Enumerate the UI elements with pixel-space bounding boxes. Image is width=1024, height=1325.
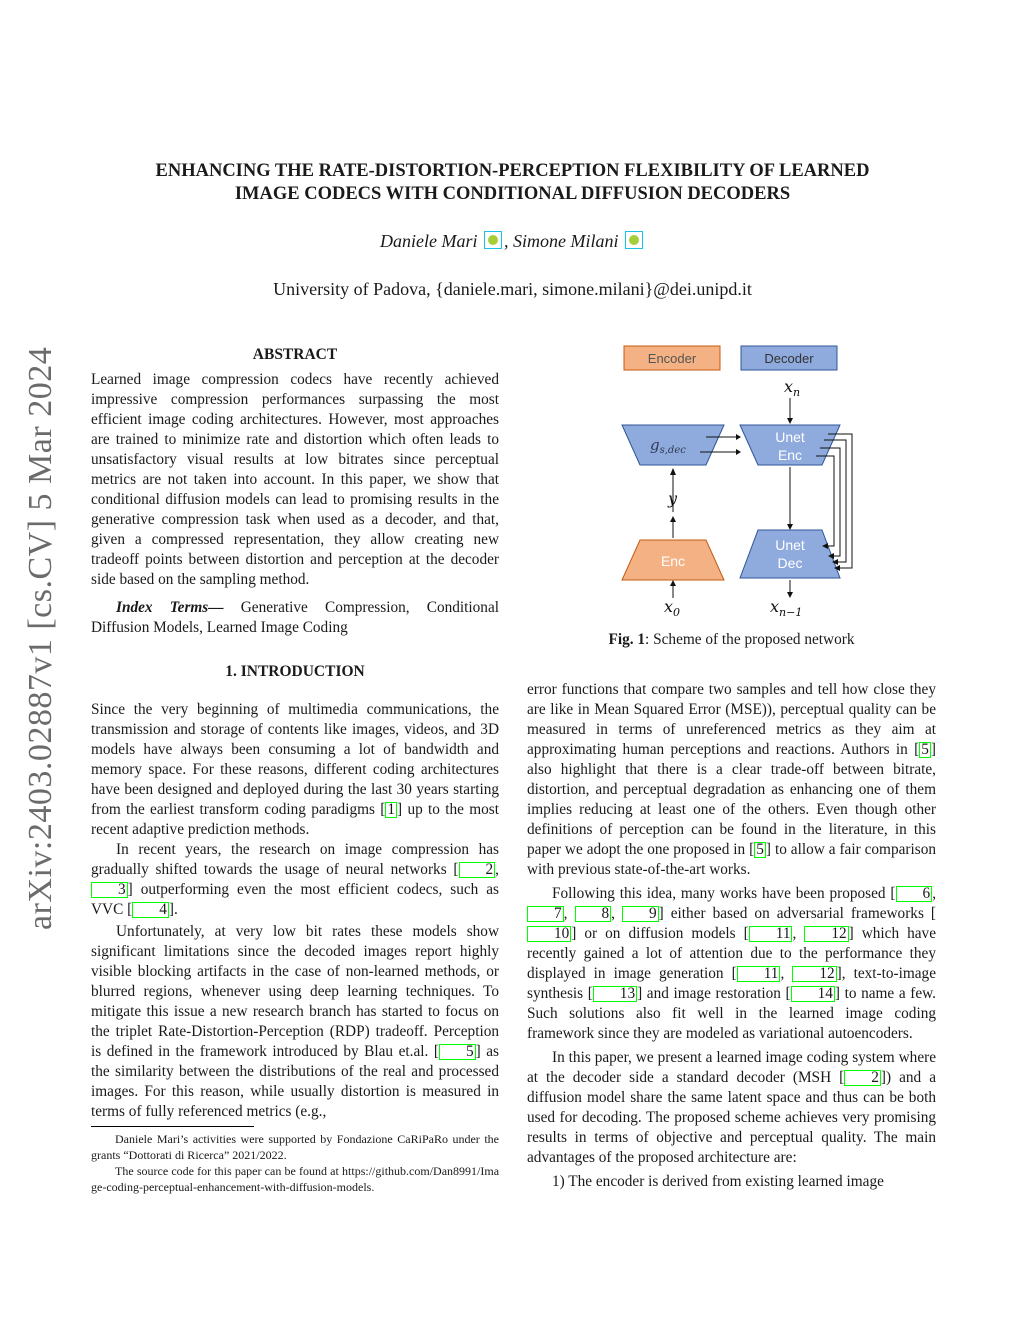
intro-paragraph-1: Since the very beginning of multimedia communications, the transmission and storage of contents like images, videos, and 3D models have always been consuming a lot of bandwidth and memory space. For these reasons, different coding architectures have been designed and deployed during the last 30 years starting from the earliest transform coding paradigms [ 1 ] up to the most recent adaptive prediction methods. — [91, 701, 499, 838]
footnote-code-text: The source code for this paper can be found at — [115, 1164, 339, 1178]
introduction-left-column — [91, 700, 499, 1122]
footnotes — [91, 1131, 499, 1195]
intro-p2-text: In recent years, the research on image compression has gradually shifted towards the usage of neural networks — [91, 841, 499, 878]
intro-p1-end: up to the most recent adaptive prediction methods. — [91, 801, 499, 838]
unet-enc-label-2: Enc — [777, 447, 803, 463]
right-p3-a: In this paper, we present a learned image coding system where at the decoder side a standard decoder (MSH — [527, 1049, 936, 1086]
right-p1-text: error functions that compare two samples and tell how close they are like in Mean Squared Error (MSE)), perceptual quality can be measured in terms of unreferenced metrics as they aim at approximating human perceptions and reactions. Authors in — [527, 681, 936, 758]
right-paragraph-1: error functions that compare two samples and tell how close they are like in Mean Squared Error (MSE)), perceptual quality can be measured in terms of unreferenced metrics as they aim at approximating human perceptions and reactions. Authors in [ 5 ] also highlight that there is a clear trade-off between bitrate, distortion, and perceptual degradation as enhancing one of them implies reducing at least one of the others. Even though other definitions of perception can be found in the literature, in this paper we adopt the one proposed in [ 5 ] to allow a fair comparison with previous state-of-the-art works. — [527, 681, 937, 878]
footnote-code — [91, 1163, 499, 1195]
citation-link[interactable]: 2 — [844, 1070, 881, 1086]
citation-link[interactable]: 4 — [132, 902, 169, 918]
legend-decoder-label: Decoder — [764, 351, 814, 366]
figure-network-scheme — [610, 340, 860, 620]
author-2: Simone Milani — [512, 231, 619, 251]
author-1: Daniele Mari — [380, 231, 478, 251]
footnote-rule — [91, 1126, 254, 1127]
right-p2-e: , text-to-image synthesis — [527, 965, 936, 1002]
authors: Daniele Mari , Simone Milani — [90, 231, 935, 252]
label-y: y — [668, 489, 678, 508]
citation-link[interactable]: 13 — [593, 986, 637, 1002]
right-paragraph-2: Following this idea, many works have been proposed [ 6 , 7 , 8 , 9 ] either based on adversarial frameworks [10 ] or on diffusion models [ 11 , 12 ] which have recently gained a lot of attention due to the performance they displayed in image generation [ 11 , 12 ], text-to-image synthesis [ 13 ] and image restoration [ 14 ] to name a few. Such solutions also fit well in the learned image coding framework since they are modeled as variational autoencoders. — [527, 885, 937, 1042]
abstract-text: Learned image compression codecs have recently achieved impressive compression performances surpassing the most efficient image coding architectures. However, most approaches are trained to minimize rate and distortion which often leads to unsatisfactory visual results at low bitrates since perceptual metrics are not taken into account. In this paper, we show that conditional diffusion models can lead to promising results in the generative compression task when used as a decoder, and that, given a compressed representation, they allow creating new tradeoff points between distortion and perception at the decoder side based on the sampling method. — [91, 371, 499, 588]
citation-link[interactable]: 3 — [91, 882, 128, 898]
caption-label: Fig. 1 — [608, 631, 646, 648]
right-p1-mid: also highlight that there is a clear trade-off between bitrate, distortion, and perceptual degradation as enhancing one of them implies reducing at least one of the others. Even though other definitions of perception can be found in the literature, in this paper we adopt the one proposed in — [527, 761, 936, 858]
citation-link[interactable]: 12 — [804, 926, 848, 942]
citation-link[interactable]: 5 — [756, 841, 764, 858]
caption-text: : Scheme of the proposed network — [645, 631, 855, 648]
citation-link[interactable]: 8 — [575, 906, 612, 922]
citation-link[interactable]: 2 — [459, 862, 496, 878]
code-url-link[interactable]: https://github.com/Dan8991/Image-coding-perceptual-enhancement-with-diffusion-models. — [91, 1164, 500, 1194]
abstract-body — [91, 370, 499, 638]
section-heading-introduction: 1. INTRODUCTION — [225, 663, 365, 680]
citation-link[interactable]: 10 — [527, 926, 571, 942]
citation-link[interactable]: 5 — [439, 1044, 476, 1060]
index-terms-text: Generative Compression, Conditional Diffusion Models, Learned Image Coding — [91, 599, 499, 636]
citation-link[interactable]: 5 — [921, 741, 929, 758]
intro-paragraph-3: Unfortunately, at very low bit rates these models show significant limitations since the decoded images report highly visible blocking artifacts in the case of non-learned methods, or blurred regions, whenever using deep learning techniques. To mitigate this issue a new research branch has started to focus on the triplet Rate-Distortion-Perception (RDP) tradeoff. Perception is defined in the framework introduced by Blau et.al. [ 5 ] as the similarity between the distributions of the real and processed images. For this reason, while usually distortion is measured in terms of fully referenced metrics (e.g., — [91, 923, 499, 1120]
title-line-2: IMAGE CODECS WITH CONDITIONAL DIFFUSION DECODERS — [234, 184, 791, 204]
enc-label: Enc — [660, 553, 686, 569]
citation-link[interactable]: 12 — [792, 966, 836, 982]
label-xn-minus-1: $x_{n-1}$ — [770, 597, 803, 619]
right-p1-end: to allow a fair comparison with previous state-of-the-art works. — [527, 841, 936, 878]
right-p2-b: either based on adversarial frameworks — [670, 905, 924, 922]
citation-link[interactable]: 9 — [622, 906, 659, 922]
label-x0: $x_0$ — [664, 597, 681, 619]
arxiv-identifier: arXiv:2403.02887v1 [cs.CV] 5 Mar 2024 — [22, 346, 59, 930]
citation-link[interactable]: 1 — [387, 801, 396, 818]
paper-title — [90, 160, 935, 206]
right-p2-f: and image restoration — [646, 985, 781, 1002]
right-p2-c: or on diffusion models — [584, 925, 736, 942]
citation-link[interactable]: 6 — [896, 886, 933, 902]
citation-link[interactable]: 7 — [527, 906, 564, 922]
intro-p1-text: Since the very beginning of multimedia communications, the transmission and storage of contents like images, videos, and 3D models have always been consuming a lot of bandwidth and memory space. For these reasons, different coding architectures have been designed and deployed during the last 30 years starting from the earliest transform coding paradigms — [91, 701, 499, 818]
unet-dec-label-1: Unet — [775, 537, 805, 553]
right-p2-g: to name a few. Such solutions also fit well in the learned image coding framework since they are modeled as variational autoencoders. — [527, 985, 936, 1042]
unet-dec-label-2: Dec — [777, 555, 803, 571]
unet-enc-label-1: Unet — [775, 429, 805, 445]
right-p2-a: Following this idea, many works have been proposed — [552, 885, 886, 902]
orcid-icon[interactable] — [484, 231, 502, 249]
affiliation: University of Padova, {daniele.mari, simone.milani}@dei.unipd.it — [273, 279, 752, 299]
intro-p3-text: Unfortunately, at very low bit rates these models show significant limitations since the decoded images report highly visible blocking artifacts in the case of non-learned methods, or blurred regions, whenever using deep learning techniques. To mitigate this issue a new research branch has started to focus on the triplet Rate-Distortion-Perception (RDP) tradeoff. Perception is defined in the framework introduced by Blau et.al. — [91, 923, 499, 1060]
right-paragraph-4: 1) The encoder is derived from existing learned image — [552, 1173, 884, 1190]
footnote-funding: Daniele Mari’s activities were supported by Fondazione CaRiPaRo under the grants “Dottorati di Ricerca” 2021/2022. — [91, 1132, 499, 1162]
figure-caption — [527, 631, 936, 649]
citation-link[interactable]: 11 — [749, 926, 793, 942]
intro-paragraph-2: In recent years, the research on image compression has gradually shifted towards the usage of neural networks [ 2 , 3 ] outperforming even the most efficient codecs, such as VVC [ 4 ]. — [91, 841, 499, 918]
legend-encoder-label: Encoder — [647, 351, 697, 366]
label-gs-dec: $g_{s,dec}$ — [650, 436, 686, 456]
index-terms — [91, 598, 499, 638]
right-p3-b: ) and a diffusion model share the same latent space and thus can be both used for decoding. The proposed scheme achieves very promising results in terms of objective and perceptual quality. The main advantages of the proposed architecture are: — [527, 1069, 936, 1166]
orcid-icon[interactable] — [625, 231, 643, 249]
right-paragraph-3: In this paper, we present a learned image coding system where at the decoder side a standard decoder (MSH [ 2 ]) and a diffusion model share the same latent space and thus can be both used for decoding. The proposed scheme achieves very promising results in terms of objective and perceptual quality. The main advantages of the proposed architecture are: — [527, 1049, 936, 1166]
label-xn: $x_n$ — [784, 377, 801, 399]
right-p2-d: which have recently gained a lot of attention due to the performance they displayed in image generation — [527, 925, 936, 982]
citation-link[interactable]: 11 — [737, 966, 781, 982]
introduction-right-column — [527, 680, 936, 1192]
index-terms-label: Index Terms— — [116, 599, 224, 616]
title-line-1: ENHANCING THE RATE-DISTORTION-PERCEPTION FLEXIBILITY OF LEARNED — [155, 161, 870, 181]
citation-link[interactable]: 14 — [791, 986, 835, 1002]
intro-p3-end: as the similarity between the distributions of the real and processed images. For this reason, while usually distortion is measured in terms of fully referenced metrics (e.g., — [91, 1043, 499, 1120]
abstract-heading: ABSTRACT — [252, 346, 338, 363]
intro-p2-mid: outperforming even the most efficient codecs, such as VVC — [91, 881, 499, 918]
